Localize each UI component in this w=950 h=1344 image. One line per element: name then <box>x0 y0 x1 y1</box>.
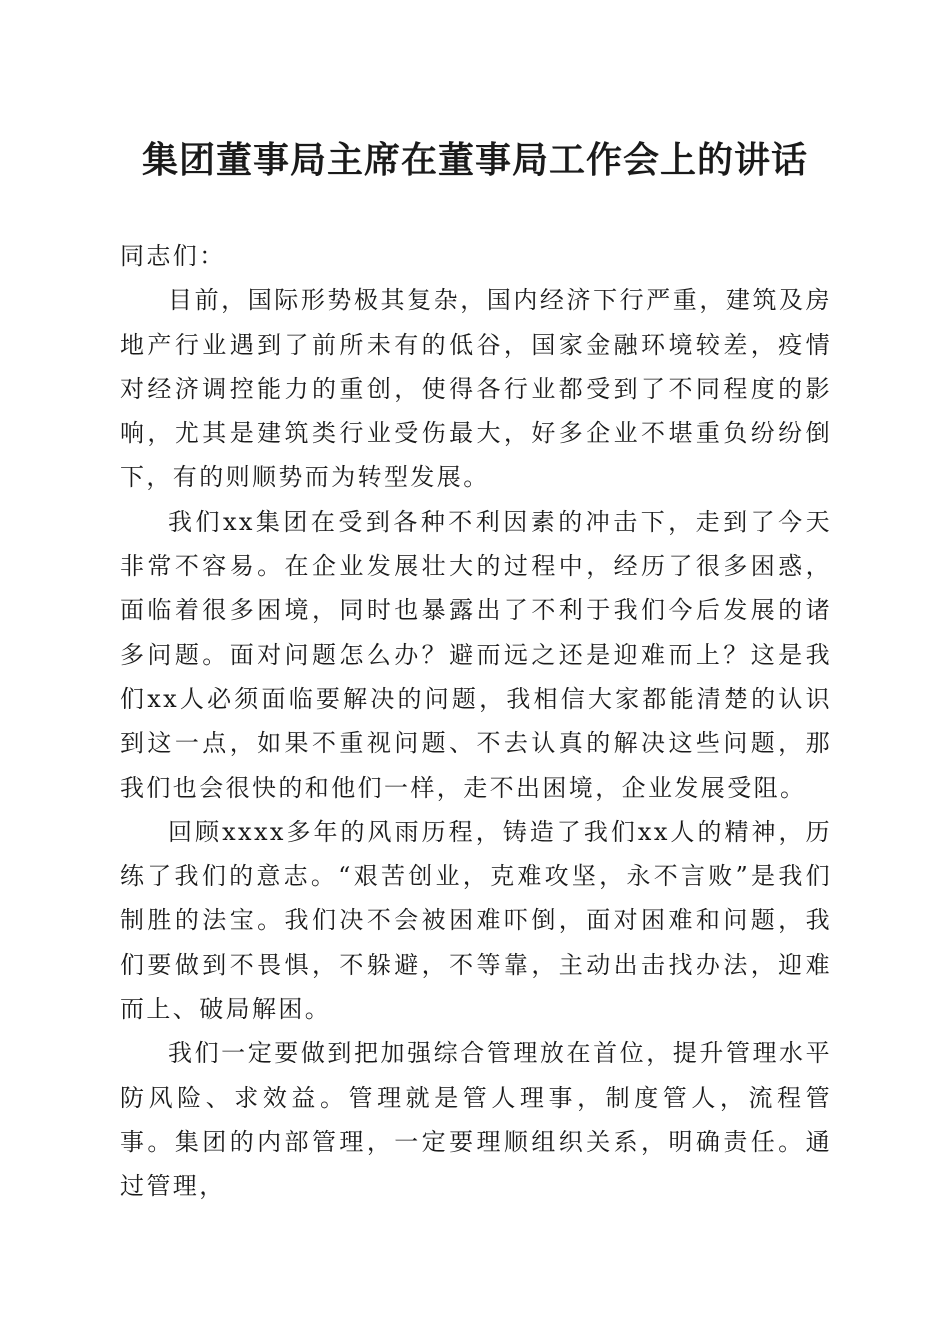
document-title: 集团董事局主席在董事局工作会上的讲话 <box>141 139 808 181</box>
paragraph-4: 我们一定要做到把加强综合管理放在首位，提升管理水平防风险、求效益。管理就是管人理事，制度管人，流程管事。集团的内部管理，一定要理顺组织关系，明确责任。通过管理， <box>120 1039 832 1201</box>
paragraph-2: 我们xx集团在受到各种不利因素的冲击下，走到了今天非常不容易。在企业发展壮大的过程中，经历了很多困惑，面临着很多困境，同时也暴露出了不利于我们今后发展的诸多问题。面对问题怎么办？避而远之还是迎难而上？这是我们xx人必须面临要解决的问题，我相信大家都能清楚的认识到这一点，如果不重视问题、不去认真的解决这些问题，那我们也会很快的和他们一样，走不出困境，企业发展受阻。 <box>120 507 832 802</box>
paragraph-1: 目前，国际形势极其复杂，国内经济下行严重，建筑及房地产行业遇到了前所未有的低谷，国家金融环境较差，疫情对经济调控能力的重创，使得各行业都受到了不同程度的影响，尤其是建筑类行业受伤最大，好多企业不堪重负纷纷倒下，有的则顺势而为转型发展。 <box>120 286 832 492</box>
paragraph-3: 回顾xxxx多年的风雨历程，铸造了我们xx人的精神，历练了我们的意志。“艰苦创业，克难攻坚，永不言败”是我们制胜的法宝。我们决不会被困难吓倒，面对困难和问题，我们要做到不畏惧，不躲避，不等靠，主动出击找办法，迎难而上、破局解困。 <box>120 817 832 1024</box>
document-body <box>120 234 832 1209</box>
salutation: 同志们： <box>120 242 226 270</box>
